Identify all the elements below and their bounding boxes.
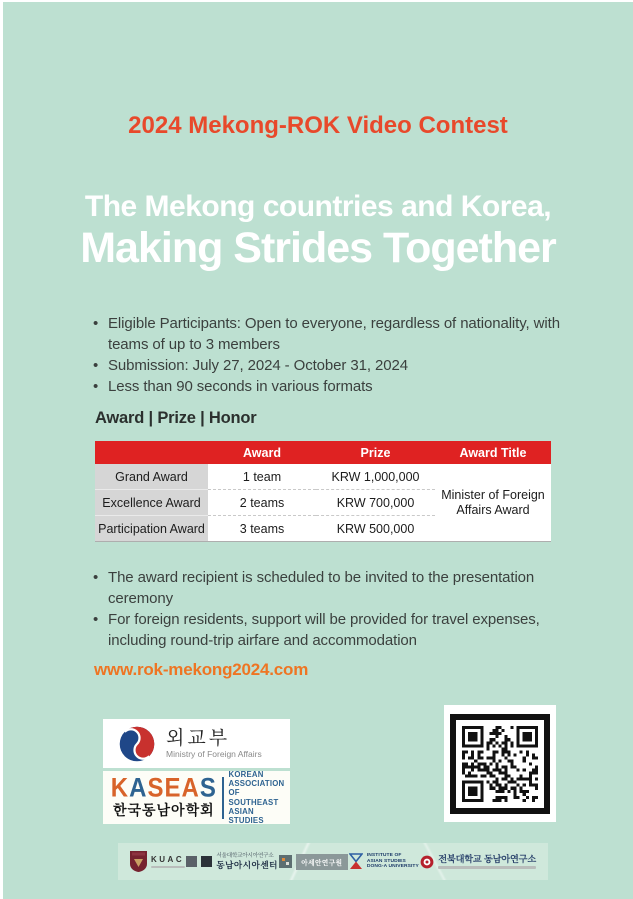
award-section-heading: Award | Prize | Honor <box>95 409 257 427</box>
cell-participation-award-teams: 3 teams <box>208 516 316 542</box>
jeonbuk-label: 전북대학교 동남아연구소 <box>438 854 536 865</box>
cell-grand-award-teams: 1 team <box>242 469 282 484</box>
asean-logo-icon <box>279 855 292 868</box>
jeonbuk-subtext-bar <box>438 866 536 869</box>
partner-snu-asia-center <box>186 853 278 870</box>
mofa-logo <box>103 719 290 768</box>
cell-excellence-award-teams: 2 teams <box>208 490 316 516</box>
partner-asean-research-institute <box>279 854 347 870</box>
award-table-header-row <box>95 441 551 464</box>
kuac-subtext-bar <box>151 866 185 869</box>
table-row-grand-award <box>95 464 551 490</box>
info-bullet-participants: • Eligible Participants: Open to everyone, regardless of nationality, with teams of up to 3 members <box>93 313 580 355</box>
cell-excellence-award-name: Excellence Award <box>95 490 208 516</box>
info-bullet-list <box>93 313 580 397</box>
cell-grand-award-prize: KRW 1,000,000 <box>331 469 420 484</box>
partner-dong-a-institute <box>349 853 419 870</box>
poster-background <box>3 2 633 899</box>
partner-logo-strip <box>118 843 548 880</box>
qr-code-image <box>450 712 550 816</box>
kaseas-en-line: KOREAN <box>228 769 264 779</box>
cell-grand-award-name: Grand Award <box>95 464 208 490</box>
note-bullet-ceremony: • The award recipient is scheduled to be invited to the presentation ceremony <box>93 567 583 609</box>
cell-participation-award-prize: KRW 500,000 <box>316 516 435 542</box>
cell-excellence-award-prize: KRW 700,000 <box>316 490 435 516</box>
asean-label: 아세안연구원 <box>296 854 347 870</box>
jeonbuk-emblem-icon <box>420 855 434 869</box>
snu-logo-icon <box>186 856 197 867</box>
headline-line1: The Mekong countries and Korea, <box>84 190 552 223</box>
kuac-crest-icon <box>130 851 147 872</box>
cell-participation-award-name: Participation Award <box>95 516 208 542</box>
award-table-header-empty <box>95 441 208 464</box>
mofa-english-name: Ministry of Foreign Affairs <box>166 748 262 759</box>
snu-text <box>216 853 278 870</box>
headline-line2: Making Strides Together <box>80 224 556 272</box>
kaseas-logo <box>103 771 290 824</box>
snu-logo-icon <box>201 856 212 867</box>
kaseas-en-line: SOUTHEAST <box>228 797 279 807</box>
jeonbuk-text <box>438 854 536 869</box>
notes-bullet-list <box>93 567 583 651</box>
award-table-header-prize: Prize <box>316 441 435 464</box>
kaseas-english-name <box>229 770 290 825</box>
info-bullet-submission: • Submission: July 27, 2024 - October 31, 2024 <box>93 355 580 376</box>
info-bullet-duration: • Less than 90 seconds in various formats <box>93 376 580 397</box>
taegeuk-icon <box>118 725 156 763</box>
poster-title: 2024 Mekong-ROK Video Contest <box>128 112 508 139</box>
dong-a-text <box>367 853 419 870</box>
kaseas-acronym: KASEAS <box>110 773 217 803</box>
award-table-header-award-title: Award Title <box>435 441 551 464</box>
kaseas-left-block <box>109 773 219 818</box>
kaseas-en-line: ASSOCIATION <box>228 779 285 789</box>
kuac-label: KUAC <box>151 854 185 864</box>
dong-a-line: ASIAN STUDIES <box>366 858 406 864</box>
cell-award-title-merged: Minister of Foreign Affairs Award <box>441 487 545 517</box>
award-table <box>95 441 551 542</box>
mofa-korean-name: 외교부 <box>166 727 231 749</box>
mofa-text <box>166 728 262 760</box>
kuac-text <box>151 855 185 869</box>
note-bullet-travel-support: • For foreign residents, support will be provided for travel expenses, including round-trip airfare and accommodation <box>93 609 583 651</box>
award-table-header-award: Award <box>208 441 316 464</box>
dong-a-line: DONG-A UNIVERSITY <box>366 864 419 870</box>
dong-a-hourglass-icon <box>349 853 363 870</box>
snu-line2: 동남아시아센터 <box>216 860 278 870</box>
qr-code[interactable] <box>444 705 556 822</box>
kaseas-korean-name: 한국동남아학회 <box>112 801 215 818</box>
kaseas-en-line: OF <box>228 788 240 798</box>
snu-line1: 서울대학교아시아연구소 <box>216 853 274 859</box>
partner-korea-university-kuac <box>130 851 185 872</box>
partner-jeonbuk-sea-institute <box>420 854 536 869</box>
kaseas-divider <box>222 777 224 819</box>
headline <box>3 190 633 272</box>
website-link[interactable]: www.rok-mekong2024.com <box>94 660 309 679</box>
dong-a-line: INSTITUTE OF <box>366 852 402 858</box>
kaseas-en-line: ASIAN STUDIES <box>228 806 264 825</box>
